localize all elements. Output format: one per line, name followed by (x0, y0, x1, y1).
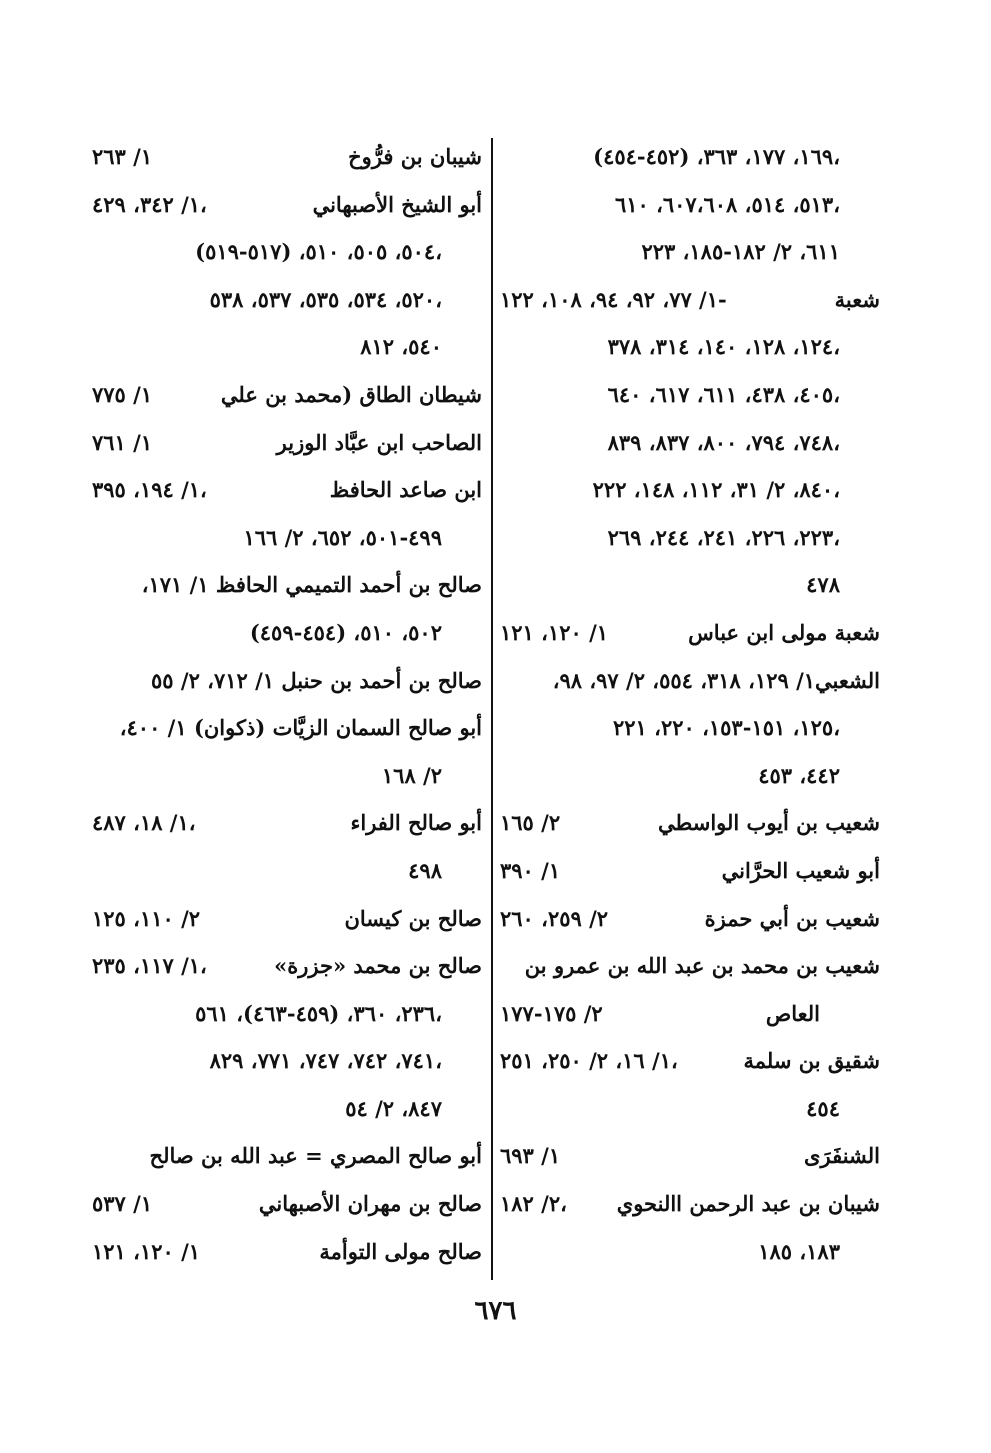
continuation-references: ٥٠٤، ٥٠٥، ٥١٠، (٥١٧-٥١٩)، (195, 239, 442, 265)
continuation-references: ٧٤٨، ٧٩٤، ٨٠٠، ٨٣٧، ٨٣٩، (607, 429, 840, 455)
index-entry (92, 419, 482, 467)
index-continuation (500, 1228, 880, 1276)
entry-name: شعبة (834, 286, 880, 312)
entry-name: أبو صالح الفراء (350, 810, 482, 836)
continuation-references: ٥٤٠، ٨١٢ (360, 334, 442, 360)
index-entry-full (92, 1132, 482, 1180)
index-continuation (92, 990, 482, 1038)
index-continuation (500, 133, 880, 181)
entry-text: شعيب بن محمد بن عبد الله بن عمرو بن (524, 953, 880, 979)
index-continuation (92, 514, 482, 562)
index-entry (92, 371, 482, 419)
index-continuation (500, 228, 880, 276)
entry-name: العاص (765, 1000, 820, 1026)
index-entry (500, 990, 880, 1038)
continuation-references: ٨٤٧، ٢/ ٥٤ (345, 1095, 442, 1121)
entry-references: ١/ ٦٩٣ (500, 1143, 561, 1169)
index-entry-full (500, 657, 880, 705)
entry-references: ١/ ٣٩٠ (500, 857, 561, 883)
entry-references: ٢/ ٢٥٩، ٢٦٠ (500, 905, 609, 931)
continuation-references: ٥٢٠، ٥٣٤، ٥٣٥، ٥٣٧، ٥٣٨، (209, 286, 442, 312)
continuation-references: ٧٤١، ٧٤٢، ٧٤٧، ٧٧١، ٨٢٩، (209, 1048, 442, 1074)
index-entry-full (92, 704, 482, 752)
entry-name: الصاحب ابن عبَّاد الوزير (276, 429, 482, 455)
index-entry (92, 133, 482, 181)
index-continuation (500, 1085, 880, 1133)
continuation-references: ٤٩٨ (408, 857, 442, 883)
entry-name: أبو شعيب الحرَّاني (721, 857, 880, 883)
continuation-references: ٥١٣، ٥١٤، ٦٠٧،٦٠٨، ٦١٠، (614, 191, 840, 217)
entry-references: ٢/ ١٨٢، (500, 1191, 567, 1217)
entry-name: شعيب بن أبي حمزة (704, 905, 880, 931)
index-entry (92, 799, 482, 847)
entry-name: شقيق بن سلمة (743, 1048, 880, 1074)
index-entry (500, 895, 880, 943)
entry-name: شيطان الطاق (محمد بن علي (220, 381, 482, 407)
entry-name: صالح بن مهران الأصبهاني (258, 1191, 482, 1217)
entry-references: ٢/ ١١٠، ١٢٥ (92, 905, 201, 931)
entry-references: ٢/ ١٦٥ (500, 810, 561, 836)
index-continuation (92, 609, 482, 657)
continuation-references: ٤٠٥، ٤٣٨، ٦١١، ٦١٧، ٦٤٠، (607, 381, 840, 407)
entry-name: أبو الشيخ الأصبهاني (312, 191, 482, 217)
entry-name: الشنفَرَى (804, 1143, 880, 1169)
entry-references: ١/ ٣٤٢، ٤٢٩، (92, 191, 207, 217)
index-continuation (500, 371, 880, 419)
index-continuation (500, 323, 880, 371)
entry-references: ١/ ١٩٤، ٣٩٥، (92, 477, 207, 503)
entry-text: صالح بن أحمد التميمي الحافظ ١/ ١٧١، (141, 572, 482, 598)
entry-name: صالح مولى التوأمة (319, 1238, 482, 1264)
entry-references: ٢/ ١٧٥-١٧٧ (500, 1000, 603, 1026)
index-entry (92, 181, 482, 229)
index-continuation (500, 752, 880, 800)
continuation-references: ٢٢٣، ٢٢٦، ٢٤١، ٢٤٤، ٢٦٩، (607, 524, 840, 550)
entry-text: أبو صالح السمان الزيَّات (ذكوان) ١/ ٤٠٠، (119, 715, 482, 741)
index-continuation (92, 228, 482, 276)
index-continuation (92, 276, 482, 324)
index-entry-full (500, 942, 880, 990)
continuation-references: ١٦٩، ١٧٧، ٣٦٣، (٤٥٢-٤٥٤)، (593, 144, 840, 169)
entry-references: ١/ ١٢٠، ١٢١ (92, 1238, 201, 1264)
entry-text: الشعبي١/ ١٢٩، ٣١٨، ٥٥٤، ٢/ ٩٧، ٩٨، (552, 667, 880, 693)
index-continuation (500, 419, 880, 467)
entry-references: ١/ ٧٧، ٩٢، ٩٤، ١٠٨، ١٢٢- (500, 286, 727, 312)
index-entry (500, 1180, 880, 1228)
entry-name: شعيب بن أيوب الواسطي (658, 810, 880, 836)
entry-references: ١/ ١٨، ٤٨٧، (92, 810, 196, 836)
entry-references: ١/ ٥٣٧ (92, 1191, 153, 1217)
continuation-references: ٤٥٤ (806, 1095, 840, 1121)
index-continuation (500, 466, 880, 514)
index-continuation (500, 514, 880, 562)
column-divider (491, 138, 493, 1280)
index-entry (500, 799, 880, 847)
index-continuation (500, 704, 880, 752)
continuation-references: ٢/ ١٦٨ (381, 762, 442, 788)
index-entry (92, 1228, 482, 1276)
left-index-column (92, 133, 482, 1275)
continuation-references: ٦١١، ٢/ ١٨٢-١٨٥، ٢٢٣ (641, 239, 840, 265)
continuation-references: ٤٤٢، ٤٥٣ (758, 762, 840, 788)
index-entry (500, 1132, 880, 1180)
index-entry (92, 1180, 482, 1228)
index-continuation (92, 752, 482, 800)
entry-name: شيبان بن فرُّوخ (348, 144, 482, 169)
continuation-references: ١٨٣، ١٨٥ (758, 1238, 840, 1264)
continuation-references: ٤٩٩-٥٠١، ٦٥٢، ٢/ ١٦٦ (243, 524, 442, 550)
index-continuation (500, 181, 880, 229)
index-continuation (92, 1085, 482, 1133)
entry-text: أبو صالح المصري = عبد الله بن صالح (149, 1143, 482, 1169)
index-entry (500, 847, 880, 895)
entry-references: ١/ ٧٧٥ (92, 381, 153, 407)
index-entry (92, 466, 482, 514)
entry-references: ١/ ١٢٠، ١٢١ (500, 619, 609, 645)
entry-name: صالح بن محمد «جزرة» (274, 953, 482, 979)
entry-references: ١/ ١١٧، ٢٣٥، (92, 953, 207, 979)
index-continuation (92, 1037, 482, 1085)
entry-name: صالح بن كيسان (344, 905, 482, 931)
continuation-references: ١٢٥، ١٥١-١٥٣، ٢٢٠، ٢٢١، (613, 715, 840, 741)
continuation-references: ٢٣٦، ٣٦٠، (٤٥٩-٤٦٣)، ٥٦١، (195, 1000, 442, 1026)
index-entry (500, 1037, 880, 1085)
continuation-references: ١٢٤، ١٢٨، ١٤٠، ٣١٤، ٣٧٨، (607, 334, 840, 360)
right-index-column (500, 133, 880, 1275)
entry-text: صالح بن أحمد بن حنبل ١/ ٧١٢، ٢/ ٥٥ (151, 667, 482, 693)
index-entry (92, 942, 482, 990)
index-continuation (92, 847, 482, 895)
entry-references: ١/ ٢٦٣ (92, 144, 153, 169)
entry-name: شيبان بن عبد الرحمن االنحوي (616, 1191, 880, 1217)
index-continuation (500, 561, 880, 609)
entry-name: شعبة مولى ابن عباس (688, 619, 880, 645)
index-entry (500, 276, 880, 324)
index-entry (500, 609, 880, 657)
index-entry (92, 895, 482, 943)
continuation-references: ٥٠٢، ٥١٠، (٤٥٤-٤٥٩) (249, 619, 442, 645)
entry-references: ١/ ٧٦١ (92, 429, 153, 455)
continuation-references: ٤٧٨ (806, 572, 840, 598)
page-number: ٦٧٦ (474, 1296, 517, 1326)
entry-references: ١/ ١٦، ٢/ ٢٥٠، ٢٥١، (500, 1048, 678, 1074)
continuation-references: ٨٤٠، ٢/ ٣١، ١١٢، ١٤٨، ٢٢٢، (592, 477, 840, 503)
index-entry-full (92, 561, 482, 609)
index-entry-full (92, 657, 482, 705)
entry-name: ابن صاعد الحافظ (329, 477, 482, 503)
index-continuation (92, 323, 482, 371)
